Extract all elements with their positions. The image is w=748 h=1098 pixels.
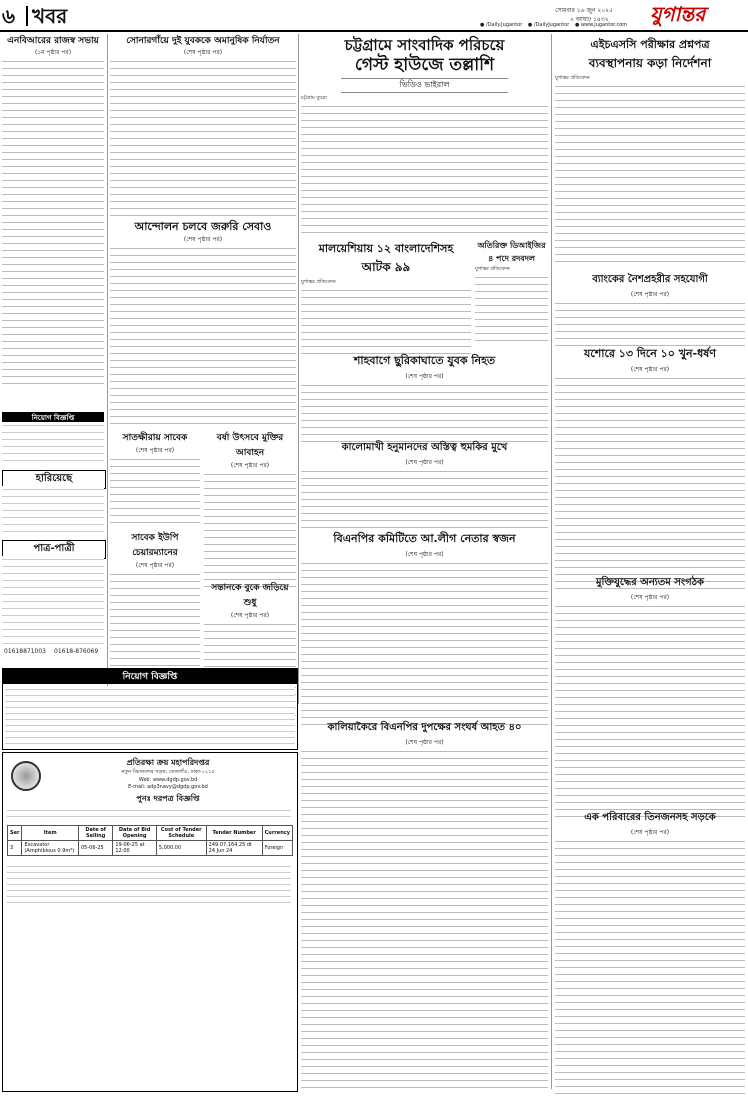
story-continuation: (১ম পৃষ্ঠার পর) (34, 49, 72, 56)
contact-phone-1: 01618871003 (4, 648, 46, 655)
story-body (555, 838, 745, 1098)
story-andolon (110, 220, 296, 425)
date-line-2: ২ আষাঢ় ১৪৩২ (570, 16, 609, 23)
classified-heading: নিয়োগ বিজ্ঞপ্তি (2, 412, 104, 424)
newspaper-logo: যুগান্তর (650, 2, 706, 26)
job-ad (2, 668, 298, 750)
story-headline: বিএনপির কমিটিতে আ.লীগ নেতার স্বজন (333, 532, 516, 545)
story-family (555, 810, 745, 1098)
story-body (204, 471, 296, 591)
masthead (0, 0, 748, 30)
story-dig (475, 240, 548, 344)
lead-headline-1: চট্টগ্রামে সাংবাদিক পরিচয়ে (344, 36, 505, 54)
story-continuation: (শেষ পৃষ্ঠার পর) (183, 49, 223, 56)
story-continuation: (শেষ পৃষ্ঠার পর) (630, 829, 670, 836)
story-headline: কালিয়াকৈরে বিএনপির দুপক্ষের সংঘর্ষ আহত ৪০ (327, 722, 522, 733)
story-headline: অতিরিক্ত ডিআইজির (477, 241, 546, 250)
contact-phone-2: 01618-876069 (54, 648, 99, 655)
column-rule (551, 34, 552, 1089)
story-headline: শাহবাগে ছুরিকাঘাতে যুবক নিহত (353, 354, 496, 367)
lead-headline-2: গেস্ট হাউজে তল্লাশি (354, 55, 495, 75)
story-hsc (555, 36, 745, 268)
story-body (2, 58, 104, 388)
story-body (475, 274, 548, 344)
story-headline-2: ৪ পদে রদবদল (488, 254, 535, 263)
story-bank (555, 272, 745, 350)
story-headline: যশোরে ১৩ দিনে ১০ খুন-ধর্ষণ (584, 347, 716, 360)
story-continuation: (শেষ পৃষ্ঠার পর) (630, 594, 670, 601)
story-body (555, 375, 745, 595)
job-ad-heading: নিয়োগ বিজ্ঞপ্তি (3, 669, 297, 684)
classified-matrimony-heading: পাত্র-পাত্রী (2, 540, 106, 559)
story-malaysia (301, 240, 471, 357)
story-headline: মালয়েশিয়ায় ১২ বাংলাদেশিসহ (318, 242, 454, 255)
tender-web[interactable]: Web: www.dgdp.gov.bd (138, 777, 198, 783)
column-rule (298, 34, 299, 704)
story-body (301, 287, 471, 357)
tender-address: নতুন বিমানবন্দর সড়ক, তেজগাঁও, ঢাকা-১২১৫ (121, 769, 215, 775)
masthead-rule (0, 30, 748, 32)
story-byline: যুগান্তর প্রতিবেদন (475, 266, 510, 272)
story-nbr (2, 36, 104, 388)
story-continuation: (শেষ পৃষ্ঠার পর) (230, 462, 270, 469)
tender-title: পুনঃ দরপত্র বিজ্ঞপ্তি (136, 794, 200, 803)
story-continuation: (শেষ পৃষ্ঠার পর) (630, 291, 670, 298)
story-headline: আন্দোলন চলবে জরুরি সেবাও (134, 220, 272, 233)
website-link[interactable]: www.jugantor.com (580, 22, 628, 28)
lead-byline: চট্টগ্রাম ব্যুরো (301, 95, 327, 101)
tender-table (7, 825, 293, 856)
story-body (110, 245, 296, 425)
tender-intro (7, 807, 291, 821)
lead-story (301, 36, 548, 233)
story-body (110, 58, 296, 218)
social-links (480, 22, 627, 28)
story-headline-2: আটক ৯৯ (361, 260, 411, 274)
story-headline: মুক্তিযুদ্ধের অন্যতম সংগঠক (595, 577, 705, 588)
story-satkhira (110, 430, 200, 526)
story-headline: বর্ষা উৎসবে মুক্তির আবাহন (216, 433, 284, 458)
story-continuation: (শেষ পৃষ্ঠার পর) (135, 562, 175, 569)
story-continuation: (শেষ পৃষ্ঠার পর) (405, 739, 444, 746)
story-hanuman (301, 440, 548, 528)
tender-footer (7, 863, 291, 903)
classified-matrimony-body (2, 556, 104, 644)
story-continuation: (শেষ পৃষ্ঠার পর) (405, 373, 444, 380)
story-bnp-committee (301, 530, 548, 730)
story-headline-2: ব্যবস্থাপনায় কড়া নির্দেশনা (588, 56, 712, 70)
column-rule (107, 34, 108, 704)
lead-body (301, 103, 548, 233)
web-icon: ● (574, 22, 580, 28)
story-continuation: (শেষ পৃষ্ঠার পর) (630, 366, 670, 373)
story-headline: সাতক্ষীরায় সাবেক (122, 433, 188, 443)
table-row: 3 Excavator (Amphibious 0.9m³) 05-06-25 19-06-25 at 12:00 5,000.00 249.07.164.25 dt 24 Jun 24 Foreign (8, 841, 293, 856)
story-headline: সন্তানকে বুকে জড়িয়ে শুধু (211, 583, 289, 608)
lead-kicker: ভিডিও ভাইরাল (341, 78, 508, 93)
story-body (301, 560, 548, 730)
story-body (301, 468, 548, 528)
story-shahbag (301, 352, 548, 442)
story-continuation: (শেষ পৃষ্ঠার পর) (135, 447, 175, 454)
story-continuation: (শেষ পৃষ্ঠার পর) (183, 236, 223, 243)
story-headline: এক পরিবারের তিনজনসহ সড়কে (584, 812, 716, 823)
facebook-link[interactable]: /Daily.Jugantor (485, 22, 523, 28)
story-continuation: (শেষ পৃষ্ঠার পর) (405, 459, 444, 466)
story-continuation: (শেষ পৃষ্ঠার পর) (230, 612, 270, 619)
story-sonargaon (110, 36, 296, 218)
story-headline: কালোমাখী হনুমানদের অস্তিত্ব হুমকির মুখে (341, 442, 508, 453)
tender-notice (2, 752, 298, 1092)
story-body (555, 300, 745, 350)
story-headline: সাবেক ইউপি চেয়ারম্যানের (131, 533, 179, 558)
story-body (301, 748, 548, 1088)
facebook-icon: ● (480, 22, 485, 28)
section-name: খবর (32, 4, 68, 28)
story-headline: ব্যাংকের নৈশপ্রহরীর সহযোগী (592, 274, 708, 285)
story-borsha (204, 430, 296, 591)
page-number: ৬ (2, 4, 16, 28)
story-continuation: (শেষ পৃষ্ঠার পর) (405, 551, 444, 558)
masthead-divider (26, 6, 28, 26)
date-line-1: সোমবার ১৬ জুন ২০২৫ (555, 7, 613, 14)
tender-office: প্রতিরক্ষা ক্রয় মহাপরিদপ্তর (126, 758, 210, 767)
story-headline: সোনারগাঁয়ে দুই যুবককে অমানুষিক নির্যাতন (126, 36, 280, 46)
story-body (110, 456, 200, 526)
story-byline: যুগান্তর প্রতিবেদন (301, 279, 336, 285)
classified-lost-heading: হারিয়েছে (2, 470, 106, 489)
story-mukti (555, 575, 745, 823)
story-body (301, 382, 548, 442)
story-jessore (555, 345, 745, 595)
twitter-link[interactable]: /DailyJugantor (533, 22, 570, 28)
story-body (555, 603, 745, 823)
twitter-icon: ● (527, 22, 533, 28)
job-ad-body (5, 686, 295, 746)
story-body (555, 83, 745, 268)
story-headline: এইচএসসি পরীক্ষার প্রশ্নপত্র (590, 38, 710, 51)
classified-lost-body (2, 486, 104, 536)
classified-body (2, 422, 104, 462)
story-byline: যুগান্তর প্রতিবেদন (555, 75, 590, 81)
tender-email[interactable]: E-mail: adp3navy@dgdp.gov.bd (128, 784, 208, 790)
story-kaliakoir (301, 720, 548, 1088)
emblem-icon (11, 761, 41, 791)
story-headline: এনবিআরের রাজস্ব সভায় (7, 36, 99, 46)
tender-table-header: Ser Item Date of Selling Date of Bid Opening Cost of Tender Schedule Tender Number Currency (8, 826, 293, 841)
